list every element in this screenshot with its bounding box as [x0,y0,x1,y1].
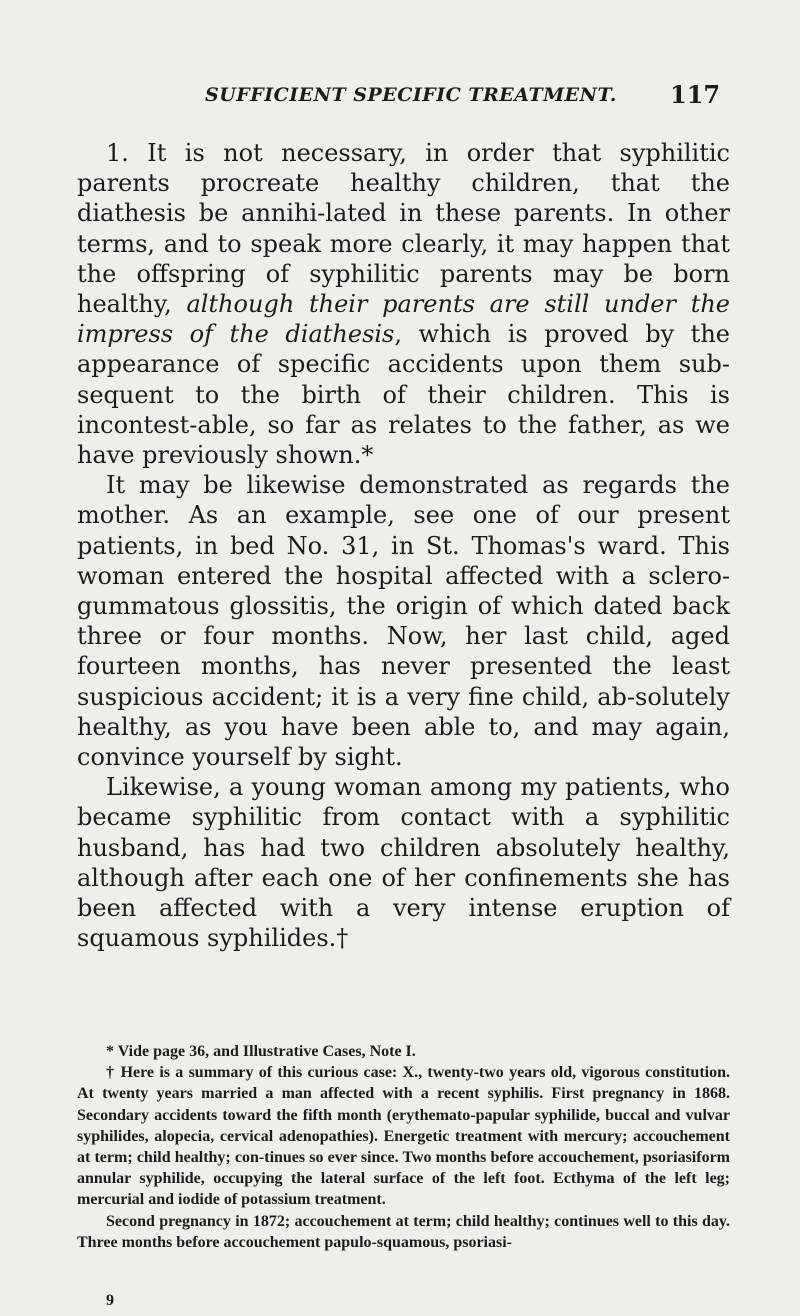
paragraph-1-emphasis: although their parents are still under the impress of the diathesis [77,290,730,349]
paragraph-2: It may be likewise demonstrated as regards the mother. As an example, see one of our present patients, in bed No. 31, in St. Thomas's ward. This woman entered the hospital affected with a sclero-gummatous glossitis, the origin of which dated back three or four months. Now, her last child, aged fourteen months, has never presented the least suspicious accident; it is a very fine child, ab-solutely healthy, as you have been able to, and may again, convince yourself by sight. [77,471,730,772]
paragraph-1-text-start: 1. It is not necessary, in order that syphilitic parents procreate healthy children, that the diathesis be annihi-lated in these parents. In other terms, and to speak more clearly, it may happen that the offspring of syphilitic parents may be born healthy, [77,139,730,319]
paragraph-1-text-end: , which is proved by the appearance of specific accidents upon them sub-sequent to the birth of their children. This is incontest-able, so far as relates to the father, as we have previously shown.* [77,320,730,470]
signature-mark: 9 [106,1292,114,1309]
page-number: 117 [670,80,721,109]
running-head [0,78,800,118]
footnote-1: * Vide page 36, and Illustrative Cases, Note I. [106,1043,416,1060]
footnotes [77,1041,730,1253]
running-title: SUFFICIENT SPECIFIC TREATMENT. [205,84,617,106]
footnote-2-continued: Second pregnancy in 1872; accouchement at term; child healthy; continues well to this day. Three months before accouchement papulo-squamous, psoriasi- [77,1212,730,1251]
paragraph-1 [77,138,730,470]
paragraph-3: Likewise, a young woman among my patients, who became syphilitic from contact with a syphilitic husband, has had two children absolutely healthy, although after each one of her confinements she has been affected with a very intense eruption of squamous syphilides.† [77,773,730,953]
footnote-2: † Here is a summary of this curious case: X., twenty-two years old, vigorous constitution. At twenty years married a man affected with a recent syphilis. First pregnancy in 1868. Secondary accidents toward the fifth month (erythemato-papular syphilide, buccal and vulvar syphilides, alopecia, cervical adenopathies). Energetic treatment with mercury; accouchement at term; child healthy; con-tinues so ever since. Two months before accouchement, psoriasiform annular syphilide, occupying the lateral surface of the left foot. Ecthyma of the left leg; mercurial and iodide of potassium treatment. [77,1064,730,1209]
body-text [77,138,730,953]
